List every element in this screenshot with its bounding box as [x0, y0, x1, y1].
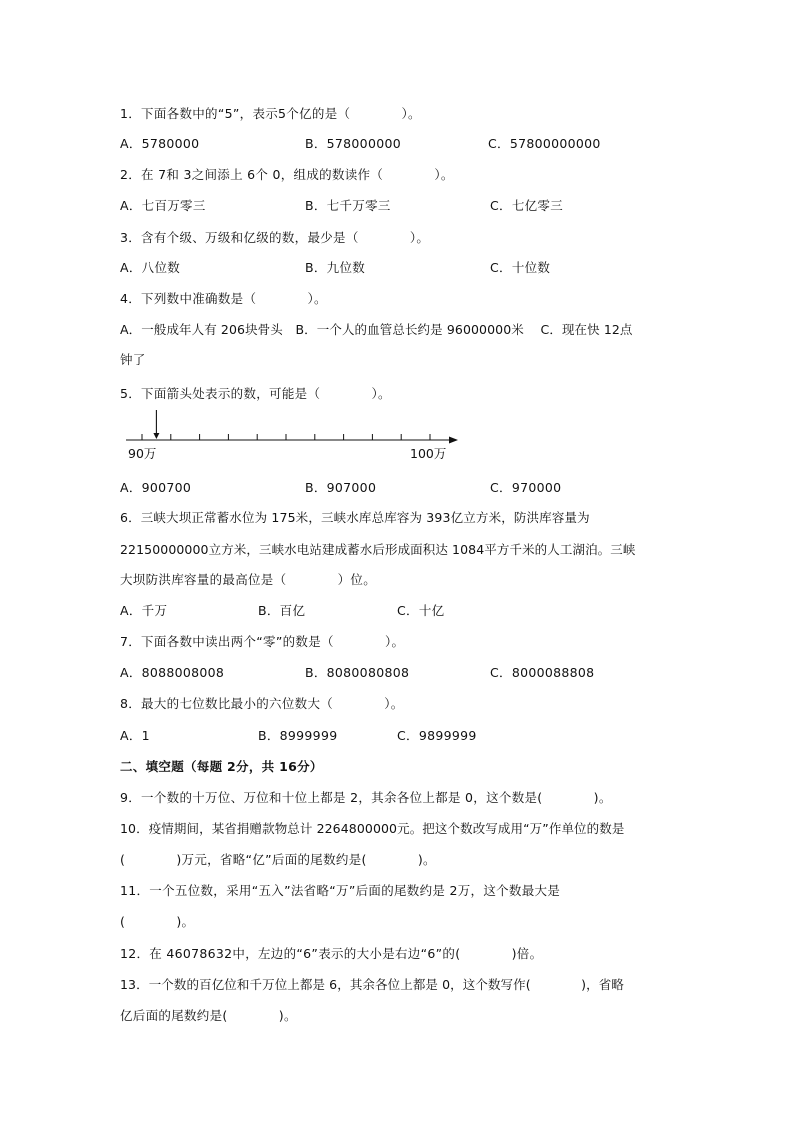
question-2-stem: 2．在 7和 3之间添上 6个 0，组成的数读作（ ）。 — [120, 167, 454, 182]
question-9: 9．一个数的十万位、万位和十位上都是 2，其余各位上都是 0，这个数是( )。 — [120, 790, 612, 805]
down-arrow-icon — [153, 433, 159, 439]
question-1-option-b: B．578000000 — [305, 136, 401, 151]
question-1-stem: 1．下面各数中的“5”，表示5个亿的是（ ）。 — [120, 106, 421, 121]
question-2-option-b: B．七千万零三 — [305, 198, 391, 213]
question-8-option-a: A．1 — [120, 728, 150, 743]
question-3-stem: 3．含有个级、万级和亿级的数，最少是（ ）。 — [120, 230, 430, 245]
number-line-arrowhead — [449, 437, 458, 444]
question-5-stem: 5．下面箭头处表示的数，可能是（ ）。 — [120, 386, 391, 401]
question-13-line-2: 亿后面的尾数约是( )。 — [120, 1008, 297, 1023]
question-3-option-c: C．十位数 — [490, 260, 551, 275]
question-1-option-c: C．57800000000 — [488, 136, 601, 151]
question-4-stem: 4．下列数中准确数是（ ）。 — [120, 291, 327, 306]
question-13-line-1: 13．一个数的百亿位和千万位上都是 6，其余各位上都是 0，这个数写作( )，省略 — [120, 977, 624, 992]
question-2-option-a: A．七百万零三 — [120, 198, 206, 213]
question-7-stem: 7．下面各数中读出两个“零”的数是（ ）。 — [120, 634, 405, 649]
question-5-option-a: A．900700 — [120, 480, 192, 495]
question-7-option-b: B．8080080808 — [305, 665, 410, 680]
number-line — [120, 422, 470, 464]
question-7-option-a: A．8088008008 — [120, 665, 225, 680]
question-6-option-c: C．十亿 — [397, 603, 445, 618]
question-6-line-2: 22150000000立方米，三峡水电站建成蓄水后形成面积达 1084平方千米的人工湖泊。三峡 — [120, 542, 636, 557]
question-5-option-b: B．907000 — [305, 480, 377, 495]
section-2-heading: 二、填空题（每题 2分，共 16分） — [120, 759, 323, 774]
question-2-option-c: C．七亿零三 — [490, 198, 564, 213]
question-11-line-2: ( )。 — [120, 914, 195, 929]
question-8-option-c: C．9899999 — [397, 728, 477, 743]
question-1-option-a: A．5780000 — [120, 136, 200, 151]
question-7-option-c: C．8000088808 — [490, 665, 595, 680]
question-6-line-1: 6．三峡大坝正常蓄水位为 175米，三峡水库总库容为 393亿立方米，防洪库容量为 — [120, 510, 590, 525]
number-line-right-label: 100万 — [410, 446, 447, 461]
question-10-line-1: 10．疫情期间，某省捐赠款物总计 2264800000元。把这个数改写成用“万”作单位的数是 — [120, 821, 625, 836]
number-line-left-label: 90万 — [128, 446, 157, 461]
question-4-options-line: A．一般成年人有 206块骨头 B．一个人的血管总长约是 96000000米 C．现在快 12点 — [120, 322, 633, 337]
question-4-options-wrap: 钟了 — [120, 352, 146, 367]
question-3-option-b: B．九位数 — [305, 260, 366, 275]
question-6-line-3: 大坝防洪库容量的最高位是（ ）位。 — [120, 572, 377, 587]
question-5-option-c: C．970000 — [490, 480, 562, 495]
question-6-option-b: B．百亿 — [258, 603, 306, 618]
number-line-ticks — [142, 434, 430, 440]
question-8-stem: 8．最大的七位数比最小的六位数大（ ）。 — [120, 696, 404, 711]
question-12: 12．在 46078632中，左边的“6”表示的大小是右边“6”的( )倍。 — [120, 946, 543, 961]
question-6-option-a: A．千万 — [120, 603, 168, 618]
question-8-option-b: B．8999999 — [258, 728, 338, 743]
question-3-option-a: A．八位数 — [120, 260, 181, 275]
question-11-line-1: 11．一个五位数，采用“五入”法省略“万”后面的尾数约是 2万，这个数最大是 — [120, 883, 561, 898]
question-10-line-2: ( )万元，省略“亿”后面的尾数约是( )。 — [120, 852, 436, 867]
